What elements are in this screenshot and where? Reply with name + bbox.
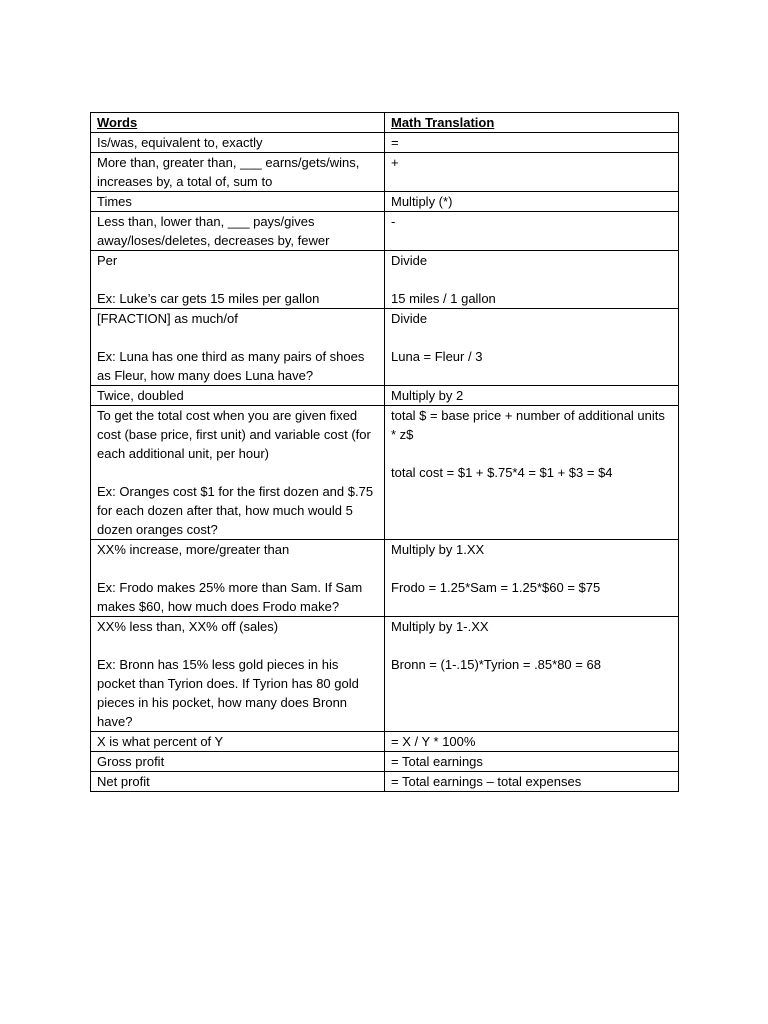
math-cell [385, 772, 679, 792]
math-text: - [391, 214, 396, 229]
paragraph-gap [391, 636, 672, 655]
words-cell [91, 309, 385, 386]
table-row [91, 752, 679, 772]
words-cell [91, 772, 385, 792]
paragraph-gap [391, 444, 672, 463]
translation-table [90, 112, 679, 792]
math-text: = Total earnings – total expenses [391, 774, 582, 789]
math-text: total $ = base price + number of additional units * z$ [391, 408, 669, 442]
math-text: = Total earnings [391, 754, 483, 769]
words-text: [FRACTION] as much/of [97, 311, 238, 326]
math-text: + [391, 155, 399, 170]
math-text: = [391, 135, 399, 150]
words-text: To get the total cost when you are given fixed cost (base price, first unit) and variable cost (for each additional unit, per hour) [97, 408, 375, 461]
math-cell [385, 732, 679, 752]
math-cell [385, 752, 679, 772]
math-text: Multiply by 1-.XX [391, 619, 489, 634]
table-body [91, 133, 679, 792]
math-cell [385, 309, 679, 386]
math-cell [385, 540, 679, 617]
math-example-text: Frodo = 1.25*Sam = 1.25*$60 = $75 [391, 580, 601, 595]
paragraph-gap [97, 559, 378, 578]
example-text: Ex: Oranges cost $1 for the first dozen and $.75 for each dozen after that, how much would 5 dozen oranges cost? [97, 484, 377, 537]
paragraph-gap [391, 328, 672, 347]
math-text: Divide [391, 311, 428, 326]
words-text: XX% increase, more/greater than [97, 542, 290, 557]
math-text: Multiply (*) [391, 194, 453, 209]
math-example-text: Luna = Fleur / 3 [391, 349, 483, 364]
math-example-text: 15 miles / 1 gallon [391, 291, 496, 306]
example-text: Ex: Frodo makes 25% more than Sam. If Sam makes $60, how much does Frodo make? [97, 580, 366, 614]
table-row [91, 540, 679, 617]
words-text: Less than, lower than, ___ pays/gives away/loses/deletes, decreases by, fewer [97, 214, 330, 248]
words-text: X is what percent of Y [97, 734, 224, 749]
math-cell [385, 617, 679, 732]
words-text: Twice, doubled [97, 388, 184, 403]
table-row [91, 386, 679, 406]
words-text: XX% less than, XX% off (sales) [97, 619, 279, 634]
math-text: = X / Y * 100% [391, 734, 476, 749]
math-cell [385, 153, 679, 192]
words-cell [91, 617, 385, 732]
paragraph-gap [391, 559, 672, 578]
words-cell [91, 386, 385, 406]
math-cell [385, 133, 679, 153]
math-text: Multiply by 1.XX [391, 542, 485, 557]
math-text: Multiply by 2 [391, 388, 464, 403]
example-text: Ex: Bronn has 15% less gold pieces in his pocket than Tyrion does. If Tyrion has 80 gold pieces in his pocket, how many does Bronn have? [97, 657, 363, 729]
paragraph-gap [391, 270, 672, 289]
words-text: Is/was, equivalent to, exactly [97, 135, 263, 150]
words-cell [91, 540, 385, 617]
example-text: Ex: Luna has one third as many pairs of shoes as Fleur, how many does Luna have? [97, 349, 369, 383]
header-math-translation: Math Translation [385, 113, 679, 133]
table-row [91, 617, 679, 732]
table-header-row [91, 113, 679, 133]
math-cell [385, 251, 679, 309]
math-cell [385, 212, 679, 251]
paragraph-gap [97, 463, 378, 482]
table-row [91, 153, 679, 192]
table-row [91, 133, 679, 153]
table-row [91, 212, 679, 251]
table-row [91, 406, 679, 540]
table-row [91, 192, 679, 212]
words-text: Times [97, 194, 132, 209]
math-example-text: total cost = $1 + $.75*4 = $1 + $3 = $4 [391, 465, 613, 480]
table-row [91, 732, 679, 752]
table-row [91, 309, 679, 386]
words-cell [91, 153, 385, 192]
paragraph-gap [97, 636, 378, 655]
words-cell [91, 212, 385, 251]
math-cell [385, 386, 679, 406]
math-cell [385, 406, 679, 540]
words-cell [91, 192, 385, 212]
words-text: Per [97, 253, 118, 268]
example-text: Ex: Luke’s car gets 15 miles per gallon [97, 291, 320, 306]
words-cell [91, 752, 385, 772]
math-text: Divide [391, 253, 428, 268]
paragraph-gap [97, 328, 378, 347]
words-text: More than, greater than, ___ earns/gets/wins, increases by, a total of, sum to [97, 155, 363, 189]
table-row [91, 772, 679, 792]
words-text: Net profit [97, 774, 150, 789]
words-cell [91, 406, 385, 540]
words-cell [91, 732, 385, 752]
paragraph-gap [97, 270, 378, 289]
math-example-text: Bronn = (1-.15)*Tyrion = .85*80 = 68 [391, 657, 601, 672]
table-row [91, 251, 679, 309]
header-words: Words [91, 113, 385, 133]
words-cell [91, 133, 385, 153]
words-text: Gross profit [97, 754, 165, 769]
math-cell [385, 192, 679, 212]
words-cell [91, 251, 385, 309]
